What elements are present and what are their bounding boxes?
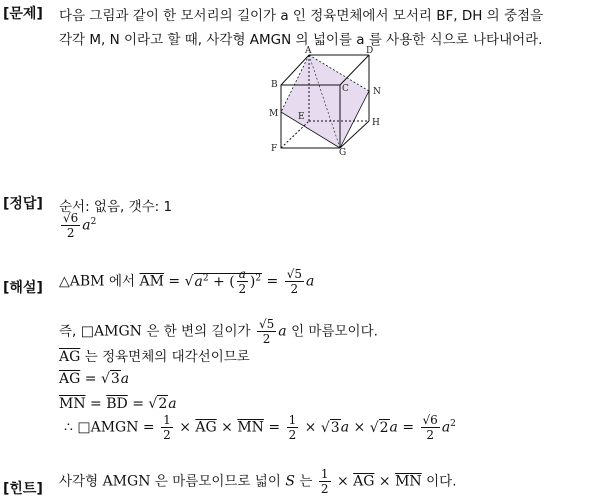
solution-tag: [해설]: [3, 280, 43, 296]
label-F: F: [271, 144, 278, 154]
cube-figure: [262, 44, 387, 156]
label-H: H: [372, 118, 380, 128]
answer-tag: [정답]: [3, 196, 43, 212]
solution-line-3: $\overline{AG}$ 는 정육면체의 대각선이므로: [59, 349, 250, 365]
label-B: B: [271, 80, 278, 90]
label-E: E: [298, 112, 305, 122]
hint-text: 사각형 AMGN 은 마름모이므로 넓이 S 는 $\frac{1}{2}$ × $\overline{AG} \times \overline{MN}$ 이다.: [59, 467, 457, 496]
problem-tag: [문제]: [3, 6, 43, 22]
solution-line-5: $\overline{MN} = \overline{BD} = √2a$: [59, 396, 177, 412]
label-N: N: [373, 87, 381, 97]
answer-value: $\frac{√6}{2}$ $a^2$: [63, 211, 97, 240]
solution-line-6: ∴ □AMGN = $\frac{1}{2}$ × $\overline{AG} \times \overline{MN}$ = $\frac{1}{2}$ × √3a × √2a = $\frac{√6}{2}$ $a^2$: [64, 413, 456, 442]
problem-line-2: 각각 M, N 이라고 할 때, 사각형 AMGN 의 넓이를 a 를 사용한 식으로 나타내어라.: [59, 32, 543, 48]
problem-line-1: 다음 그림과 같이 한 모서리의 길이가 a 인 정육면체에서 모서리 BF, DH 의 중점을: [59, 8, 544, 24]
label-M: M: [269, 109, 279, 119]
answer-count: 순서: 없음, 갯수: 1: [59, 199, 173, 215]
label-A: A: [305, 46, 312, 56]
hint-tag: [힌트]: [3, 481, 43, 497]
label-D: D: [366, 46, 374, 56]
solution-line-2: 즉, □AMGN 은 한 변의 길이가 $\frac{√5}{2}$ a 인 마름모이다.: [59, 317, 378, 346]
label-C: C: [342, 84, 349, 94]
solution-line-4: $\overline{AG} = √3a$: [59, 371, 130, 387]
label-G: G: [339, 148, 347, 156]
solution-line-1: △ABM 에서 $\overline{AM} = √a^2$ + ( $\frac{a}{2}$ )$^2$ = $\frac{√5}{2}$ a: [59, 267, 315, 296]
